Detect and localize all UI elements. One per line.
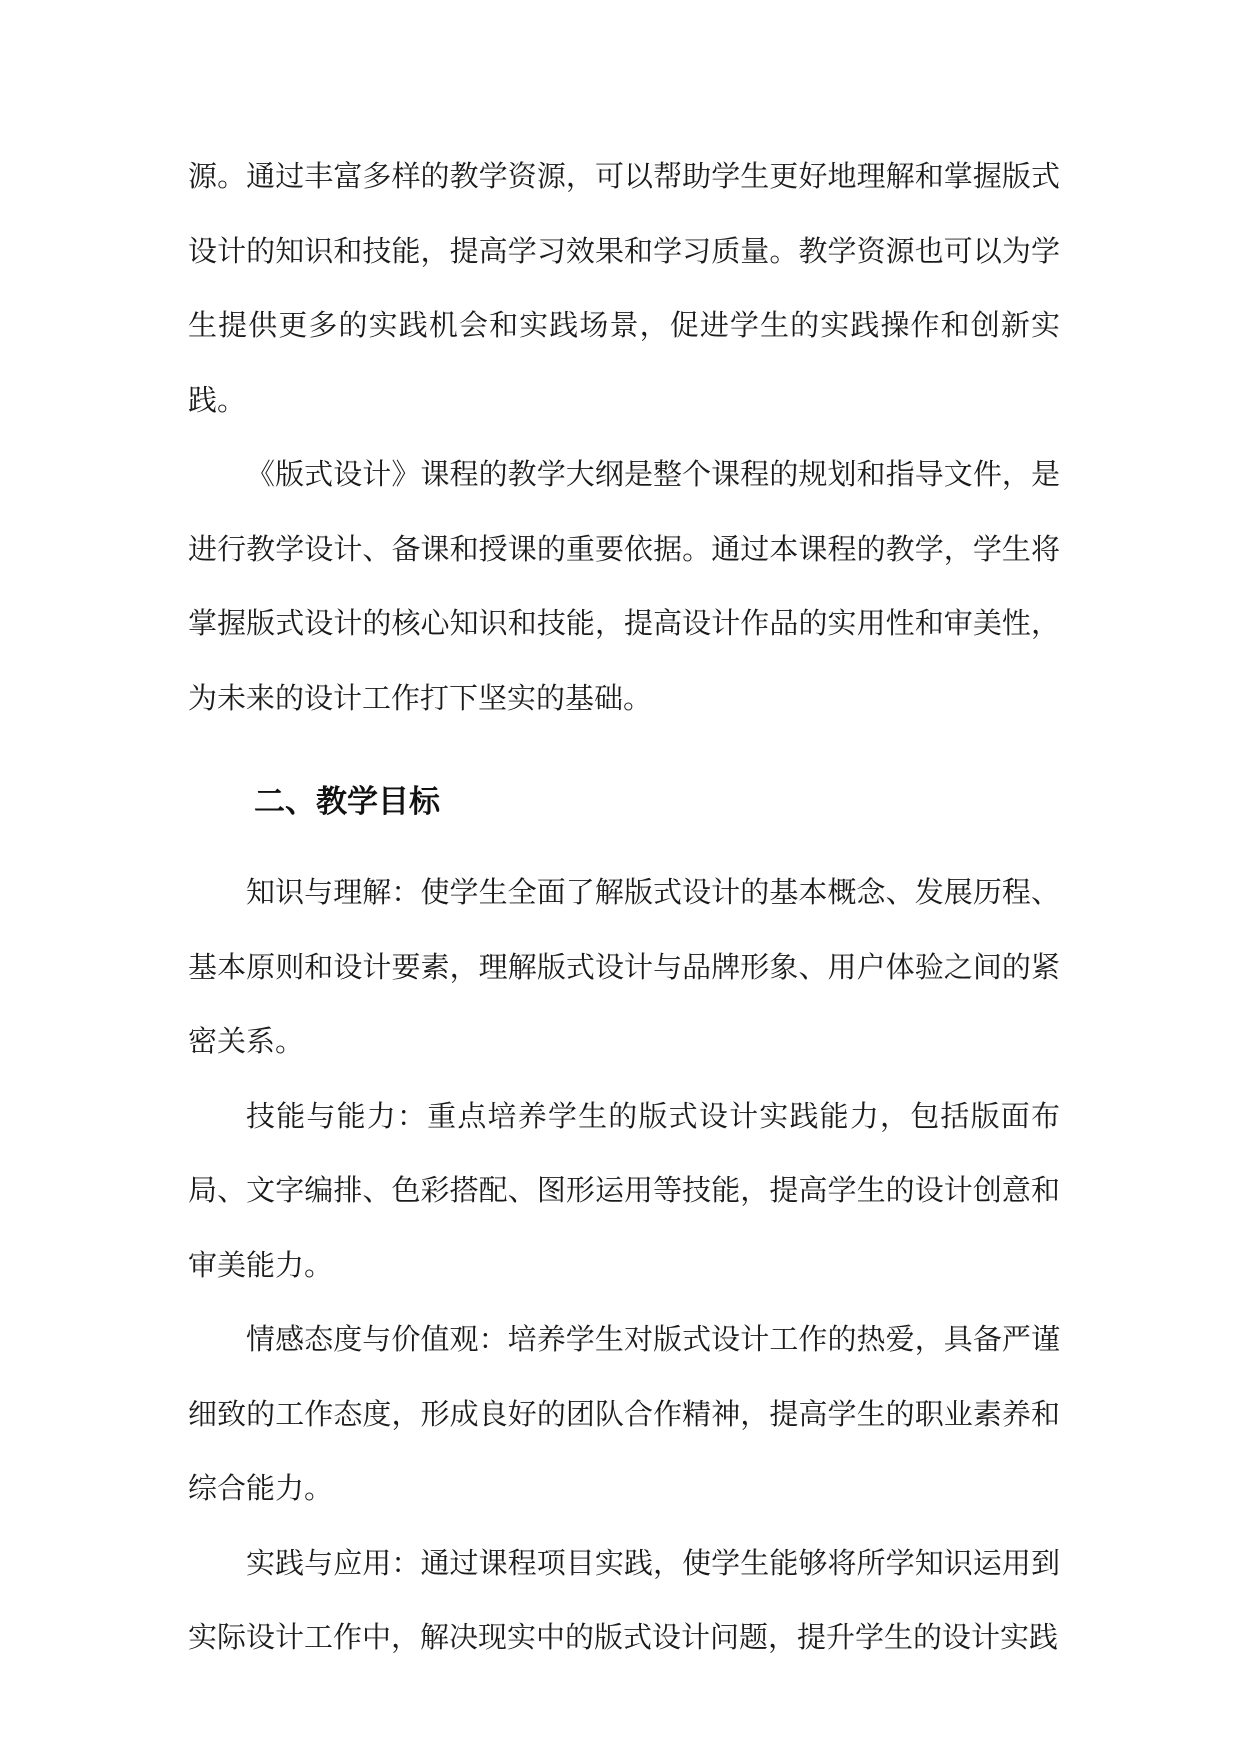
section-heading-teaching-goals: 二、教学目标	[254, 784, 440, 820]
paragraph-goal-practice: 实践与应用：通过课程项目实践，使学生能够将所学知识运用到实际设计工作中，解决现实中的版式设计问题，提升学生的设计实践	[188, 1545, 1060, 1654]
paragraph-goal-attitude: 情感态度与价值观：培养学生对版式设计工作的热爱，具备严谨细致的工作态度，形成良好的团队合作精神，提高学生的职业素养和综合能力。	[188, 1322, 1060, 1505]
paragraph-continuation: 源。通过丰富多样的教学资源，可以帮助学生更好地理解和掌握版式设计的知识和技能，提高学习效果和学习质量。教学资源也可以为学生提供更多的实践机会和实践场景，促进学生的实践操作和创新实践。	[188, 159, 1060, 417]
paragraph-goal-knowledge: 知识与理解：使学生全面了解版式设计的基本概念、发展历程、基本原则和设计要素，理解版式设计与品牌形象、用户体验之间的紧密关系。	[188, 875, 1060, 1058]
paragraph-syllabus-summary: 《版式设计》课程的教学大纲是整个课程的规划和指导文件，是进行教学设计、备课和授课的重要依据。通过本课程的教学，学生将掌握版式设计的核心知识和技能，提高设计作品的实用性和审美性，为未来的设计工作打下坚实的基础。	[188, 457, 1060, 715]
paragraph-goal-skills: 技能与能力：重点培养学生的版式设计实践能力，包括版面布局、文字编排、色彩搭配、图形运用等技能，提高学生的设计创意和审美能力。	[188, 1098, 1060, 1282]
document-body	[188, 139, 1060, 1675]
